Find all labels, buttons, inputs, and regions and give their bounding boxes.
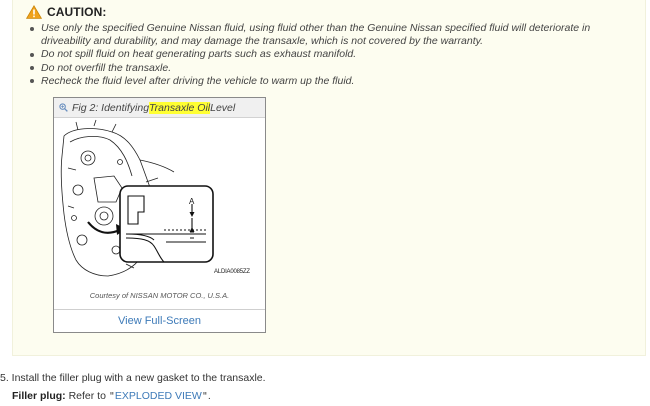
exploded-view-link[interactable]: EXPLODED VIEW xyxy=(114,390,202,402)
filler-plug-text: Refer to xyxy=(65,390,109,402)
figure-title-suffix: Level xyxy=(210,101,236,114)
figure-image[interactable] xyxy=(54,118,265,309)
filler-plug-label: Filler plug: xyxy=(12,390,66,402)
caution-title: CAUTION: xyxy=(47,5,107,19)
figure-code: ALDIA0085ZZ xyxy=(214,269,250,275)
figure-header xyxy=(54,98,265,118)
caution-list xyxy=(29,22,641,88)
step-5-text: 5. Install the filler plug with a new gasket to the transaxle. xyxy=(0,372,266,384)
caution-item: Do not spill fluid on heat generating parts such as exhaust manifold. xyxy=(29,48,641,61)
close-quote: " xyxy=(201,391,208,402)
figure-courtesy: Courtesy of NISSAN MOTOR CO., U.S.A. xyxy=(89,291,230,300)
filler-plug-end: . xyxy=(207,390,211,402)
figure-card xyxy=(53,97,266,333)
transaxle-diagram xyxy=(54,118,265,288)
caution-box xyxy=(12,0,646,356)
label-a: A xyxy=(189,197,195,206)
caution-item: Recheck the fluid level after driving the vehicle to warm up the fluid. xyxy=(29,75,641,88)
figure-title-highlight: Transaxle Oil xyxy=(149,101,211,114)
open-quote: " xyxy=(108,391,115,402)
caution-item: Use only the specified Genuine Nissan fluid, using fluid other than the Genuine Nissan specified fluid will deteriorate in driveability and durability, and may damage the transaxle, which is not covered by the warranty. xyxy=(29,22,641,48)
warning-icon xyxy=(26,5,42,19)
caution-header xyxy=(26,5,106,19)
figure-title-prefix: Fig 2: Identifying xyxy=(72,101,150,114)
filler-plug-line xyxy=(12,390,211,402)
caution-item: Do not overfill the transaxle. xyxy=(29,62,641,75)
view-fullscreen-link[interactable]: View Full-Screen xyxy=(54,309,265,333)
zoom-icon[interactable] xyxy=(59,103,68,112)
